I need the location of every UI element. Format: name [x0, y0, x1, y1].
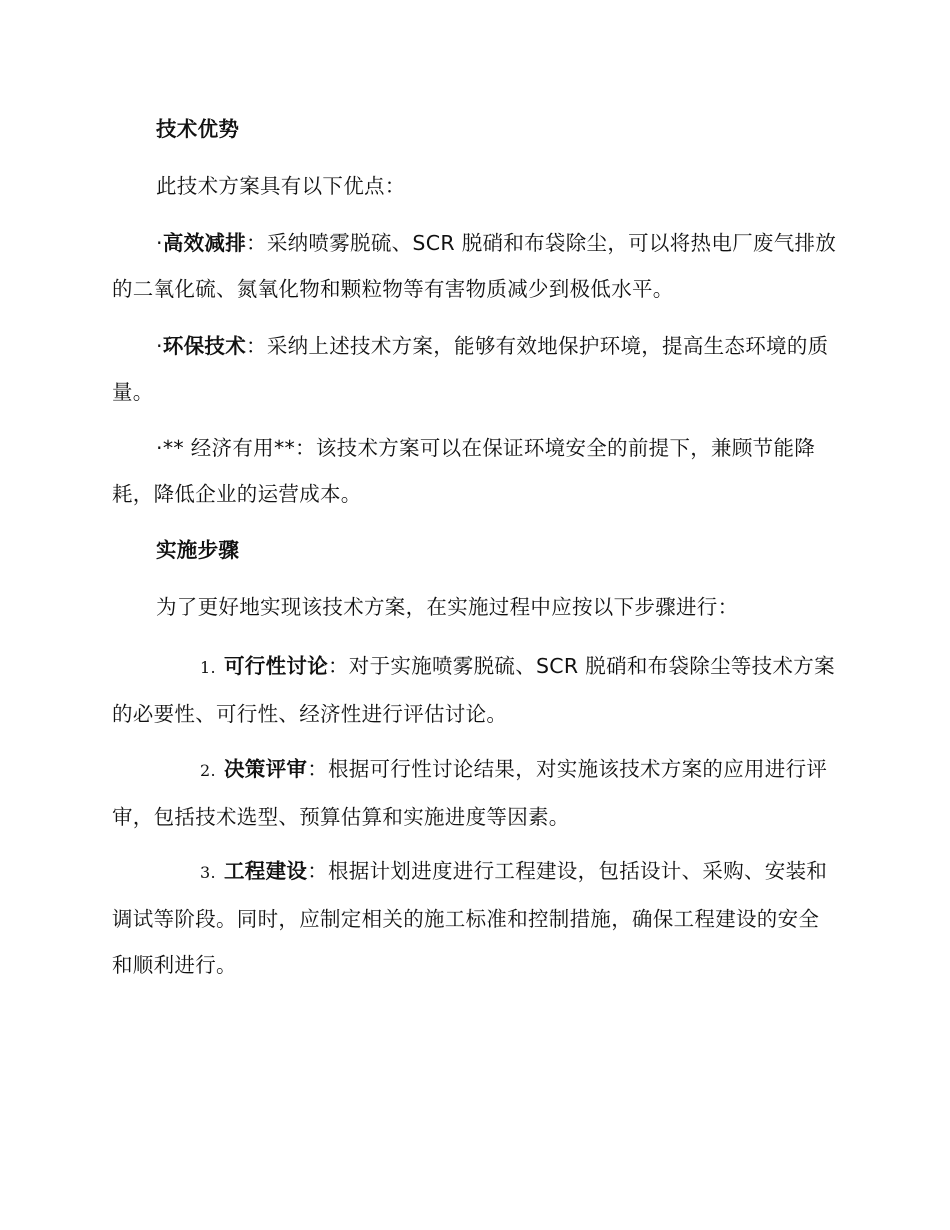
step-number: 3. [200, 863, 216, 882]
advantage-text: ** 经济有用**：该技术方案可以在保证环境安全的前提下，兼顾节能降耗，降低企业的运营成本。 [112, 436, 816, 506]
step-number: 2. [200, 761, 216, 780]
step-label: 可行性讨论 [224, 654, 328, 678]
advantage-text: ：采纳上述技术方案，能够有效地保护环境，提高生态环境的质量。 [112, 334, 829, 404]
advantage-label: 环保技术 [162, 334, 247, 358]
step-label: 工程建设 [224, 859, 308, 883]
bullet: · [156, 231, 163, 255]
advantage-item-emission [112, 220, 837, 312]
heading-advantages: 技术优势 [156, 117, 240, 141]
step-text: ：根据计划进度进行工程建设，包括设计、采购、安装和调试等阶段。同时，应制定相关的施工标准和控制措施，确保工程建设的安全和顺利进行。 [112, 859, 828, 977]
bullet: · [156, 436, 163, 460]
step-number: 1. [200, 658, 216, 677]
step-label: 决策评审 [224, 757, 308, 781]
bullet: · [156, 334, 163, 358]
advantage-item-economy [112, 425, 837, 517]
advantages-intro: 此技术方案具有以下优点： [156, 174, 406, 198]
step-item-feasibility [112, 643, 837, 737]
step-text: ：对于实施喷雾脱硫、SCR 脱硝和布袋除尘等技术方案的必要性、可行性、经济性进行评估讨论。 [112, 654, 835, 726]
advantage-label: 高效减排 [162, 231, 247, 255]
step-item-construction [112, 848, 837, 988]
step-text: ：根据可行性讨论结果，对实施该技术方案的应用进行评审，包括技术选型、预算估算和实施进度等因素。 [112, 757, 828, 829]
step-item-review [112, 746, 837, 840]
advantage-item-eco [112, 323, 837, 415]
steps-intro: 为了更好地实现该技术方案，在实施过程中应按以下步骤进行： [156, 595, 739, 619]
advantage-text: ：采纳喷雾脱硫、SCR 脱硝和布袋除尘，可以将热电厂废气排放的二氧化硫、氮氧化物和颗粒物等有害物质减少到极低水平。 [112, 231, 837, 301]
heading-steps: 实施步骤 [156, 538, 240, 562]
